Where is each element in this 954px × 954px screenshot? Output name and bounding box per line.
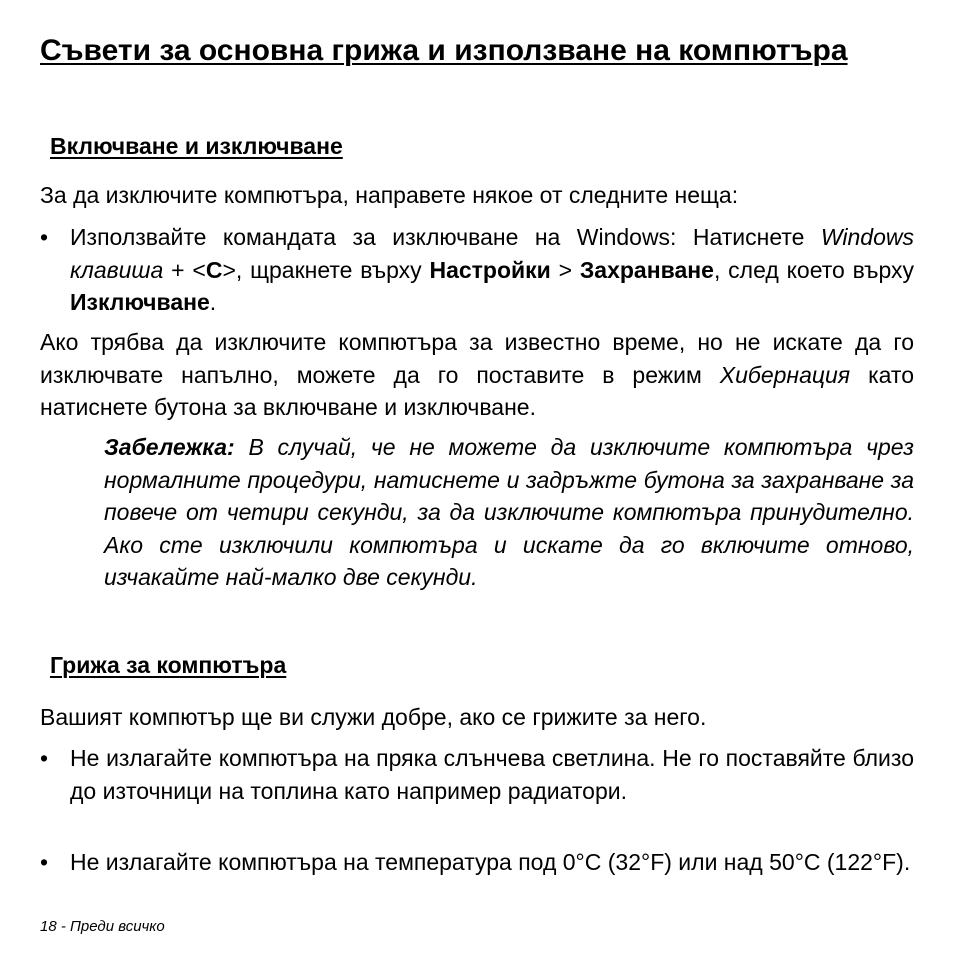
shutdown-text: Изключване <box>70 289 210 315</box>
bullet-marker: • <box>40 849 49 875</box>
section-heading-power: Включване и изключване <box>50 133 343 159</box>
windows-key-text: Windows клавиша <box>70 224 914 283</box>
bullet-marker: • <box>40 224 49 250</box>
page-footer: 18 - Преди всичко <box>40 918 165 935</box>
care-intro: Вашият компютър ще ви служи добре, ако се грижите за него. <box>40 704 707 730</box>
hibernate-paragraph: Ако трябва да изключите компютъра за известно време, но не искате да го изключвате напълно, можете да го поставите в режим Хибернация като натиснете бутона за включване и изключване. <box>40 329 914 420</box>
hibernate-text: Хибернация <box>719 361 851 388</box>
section-heading-care: Грижа за компютъра <box>50 652 287 678</box>
power-intro: За да изключите компютъра, направете някое от следните неща: <box>40 182 739 208</box>
page-title: Съвети за основна грижа и използване на компютъра <box>40 34 848 67</box>
c-key-text: C <box>205 256 223 283</box>
list-item <box>40 742 914 807</box>
bullet-text: Не излагайте компютъра на пряка слънчева светлина. Не го поставяйте близо до източници на топлина като например радиатори. <box>70 745 914 804</box>
list-item <box>40 846 914 879</box>
settings-text: Настройки <box>429 256 551 283</box>
list-item <box>40 221 914 319</box>
bullet-marker: • <box>40 745 49 771</box>
note-label: Забележка: <box>104 434 235 460</box>
bullet-text: Използвайте командата за изключване на Windows: Натиснете Windows клавиша + <C>, щракнете върху Настройки > Захранване, след което върху Изключване. <box>70 224 914 315</box>
power-text: Захранване <box>579 256 714 283</box>
note-block: Забележка: В случай, че не можете да изключите компютъра чрез нормалните процедури, натиснете и задръжте бутона за захранване за повече от четири секунди, за да изключите компютъра принудително. Ако сте изключили компютъра и искате да го включите отново, изчакайте най-малко две секунди. <box>104 434 914 590</box>
bullet-text: Не излагайте компютъра на температура под 0°C (32°F) или над 50°C (122°F). <box>70 849 911 875</box>
